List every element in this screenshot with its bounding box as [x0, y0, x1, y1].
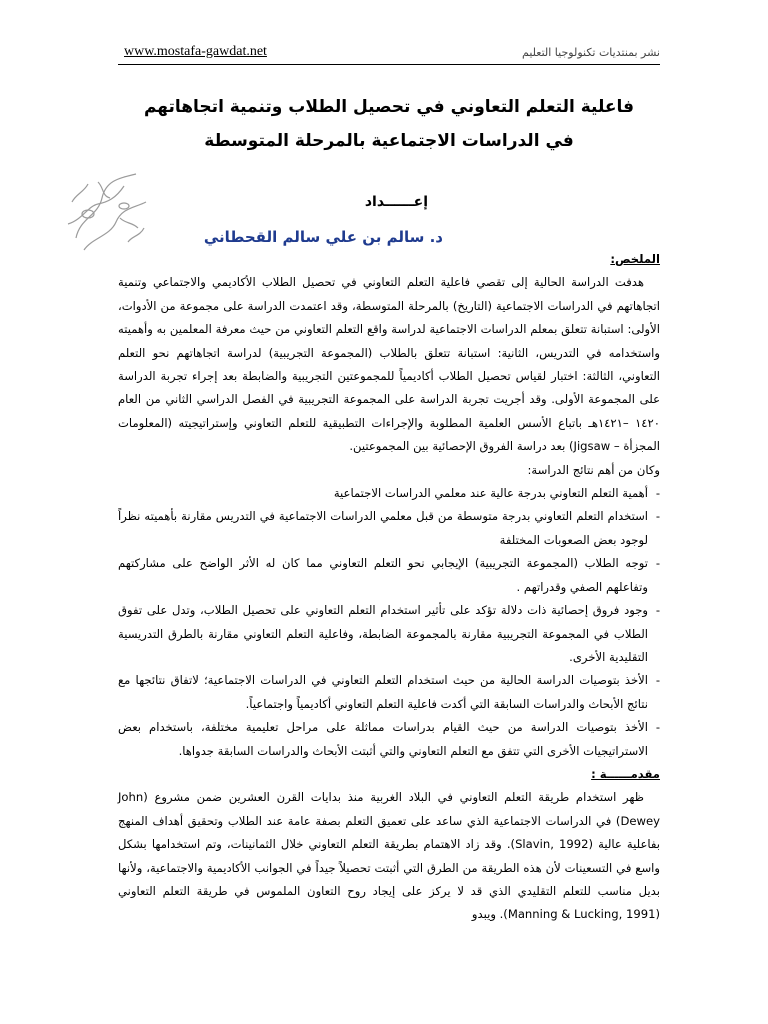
prepared-by-label: إعــــــداد — [364, 194, 428, 210]
author-name: د. سالم بن علي سالم القحطاني — [203, 228, 443, 246]
results-intro: وكان من أهم نتائج الدراسة: — [527, 462, 660, 477]
list-item: - استخدام التعلم التعاوني بدرجة متوسطة من قبل معلمي الدراسات الاجتماعية في التدريس مقارنة بأهميته نظراً لوجود بعض الصعوبات المختلفة — [118, 505, 648, 552]
list-item: - أهمية التعلم التعاوني بدرجة عالية عند معلمي الدراسات الاجتماعية — [118, 482, 648, 505]
site-url[interactable]: www.mostafa-gawdat.net — [124, 44, 267, 59]
list-item: - توجه الطلاب (المجموعة التجريبية) الإيجابي نحو التعلم التعاوني مما كان له الأثر الواضح على مشاركتهم وتفاعلهم الصفي وقدراتهم . — [118, 552, 648, 599]
introduction-heading: مقدمــــــة : — [591, 766, 660, 781]
paper-body — [118, 248, 660, 927]
results-list — [118, 482, 660, 763]
paper-title-line-1: فاعلية التعلم التعاوني في تحصيل الطلاب وتنمية اتجاهاتهم — [143, 97, 635, 117]
abstract-heading: الملخص: — [610, 252, 660, 266]
list-item: - الأخذ بتوصيات الدراسة من حيث القيام بدراسات مماثلة على مراحل تعليمية مختلفة، باستخدام بعض الاستراتيجيات الأخرى التي تتفق مع التعلم التعاوني والتي أثبتت الأبحاث والدراسات السابقة جدواها. — [118, 716, 648, 763]
introduction-paragraph: ظهر استخدام طريقة التعلم التعاوني في البلاد الغربية منذ بدايات القرن العشرين ضمن مشروع (John Dewey) في الدراسات الاجتماعية الذي ساعد على تعميق التعلم بصفة عامة عند الطلاب وتحقيق أهداف المنهج بفاعلية عالية (Slavin, 1992). وقد زاد الاهتمام بطريقة التعلم التعاوني خلال الثمانينات، وتم استخدامها بشكل واسع في التسعينات لأن هذه الطريقة من الطرق التي أثبتت تحصيلاً جيداً في الجوانب الأكاديمية والاجتماعية، ولأنها بديل مناسب للتعلم التقليدي الذي قد لا يركز على إيجاد روح التعاون الملموس في طريقة التعلم التعاوني (Manning & Lucking, 1991). ويبدو — [118, 790, 660, 922]
abstract-paragraph: هدفت الدراسة الحالية إلى تقصي فاعلية التعلم التعاوني في تحصيل الطلاب الأكاديمي والاجتماعي وتنمية اتجاهاتهم في الدراسات الاجتماعية (التاريخ) بالمرحلة المتوسطة، وقد اعتمدت الدراسة على مجموعة من الأدوات، الأولى: استبانة تتعلق بمعلم الدراسات الاجتماعية لدراسة واقع التعلم التعاوني من حيث معرفة المعلمين به وأهميته واستخدامه في التدريس، الثانية: استبانة تتعلق بالطلاب (المجموعة التجريبية) لدراسة اتجاهاتهم نحو التعلم التعاوني، الثالثة: اختبار لقياس تحصيل الطلاب أكاديمياً للمجموعتين التجريبية والضابطة بعد إجراء تجربة الدراسة على المجموعة الأولى. وقد أجريت تجربة الدراسة على المجموعة التجريبية في الفصل الدراسي الثاني من العام ١٤٢٠ –١٤٢١هـ باتباع الأسس العلمية المطلوبة والإجراءات التطبيقية للتعلم التعاوني وإستراتيجيته (المعلومات المجزأة – Jigsaw) بعد دراسة الفروق الإحصائية بين المجموعتين. — [118, 275, 660, 454]
calligraphy-stamp-icon — [58, 158, 154, 258]
list-item: - وجود فروق إحصائية ذات دلالة تؤكد على تأثير استخدام التعلم التعاوني على تحصيل الطلاب، وتدل على تفوق الطلاب في المجموعة التجريبية مقارنة بالمجموعة الضابطة، وفاعلية التعلم التعاوني مقارنة بالطرق التدريسية التقليدية الأخرى. — [118, 599, 648, 669]
publisher-note: نشر بمنتديات تكنولوجيا التعليم — [522, 46, 660, 59]
paper-title-line-2: في الدراسات الاجتماعية بالمرحلة المتوسطة — [204, 131, 574, 151]
list-item: - الأخذ بتوصيات الدراسة الحالية من حيث استخدام التعلم التعاوني في الدراسات الاجتماعية؛ لاتفاق نتائجها مع نتائج الأبحاث والدراسات السابقة التي أكدت فاعلية التعلم التعاوني أكاديمياً واجتماعياً. — [118, 669, 648, 716]
header-rule — [118, 64, 660, 65]
